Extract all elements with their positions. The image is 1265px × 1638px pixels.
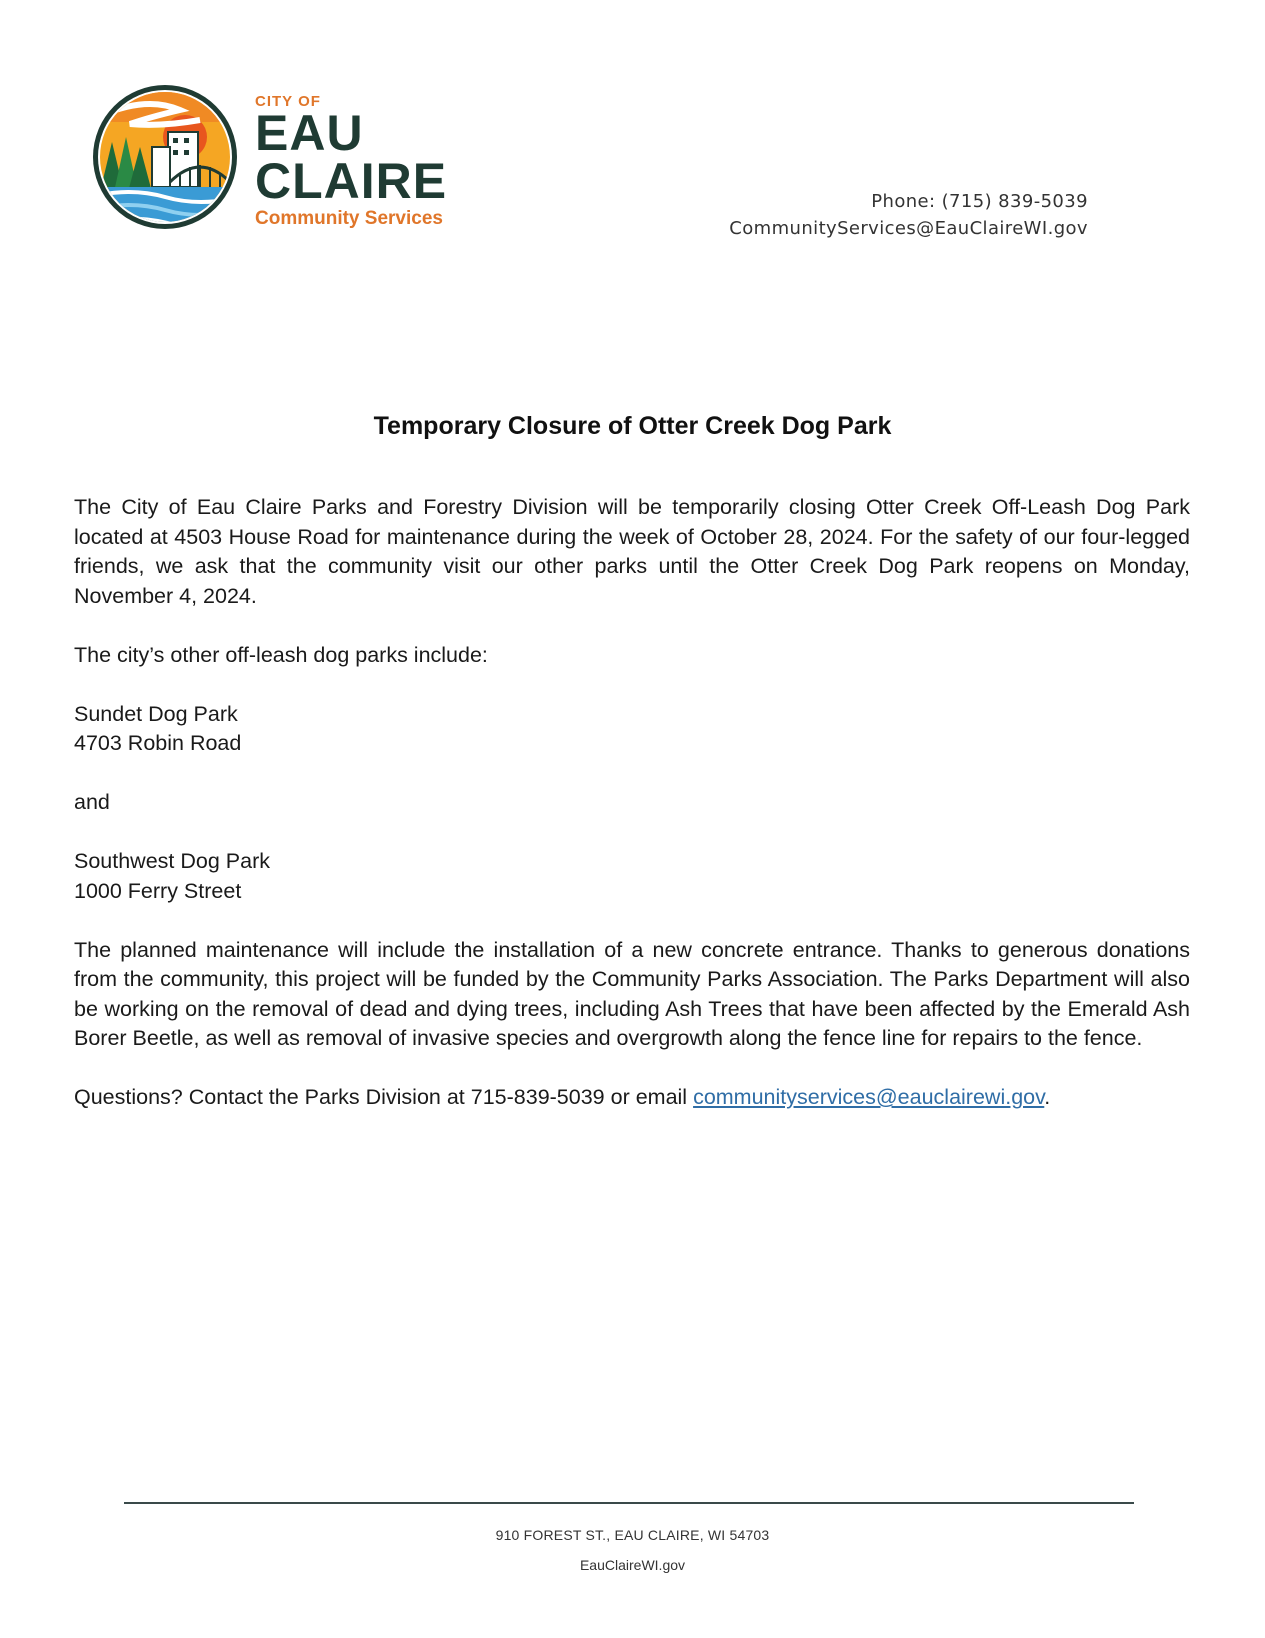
maintenance-paragraph: The planned maintenance will include the installation of a new concrete entrance. Thanks to generous donations from the community, this project will be funded by the Community Parks Association. The Parks Department will also be working on the removal of dead and dying trees, including Ash Trees that have been affected by the Emerald Ash Borer Beetle, as well as removal of invasive species and overgrowth along the fence line for repairs to the fence. bbox=[74, 937, 1190, 1050]
parks-intro-paragraph: The city’s other off-leash dog parks include: bbox=[74, 642, 488, 667]
park-name: Sundet Dog Park bbox=[74, 701, 238, 726]
park-sundet bbox=[74, 700, 1190, 759]
questions-suffix: . bbox=[1044, 1085, 1051, 1109]
city-logo bbox=[90, 82, 490, 242]
footer-address: 910 FOREST ST., EAU CLAIRE, WI 54703 bbox=[495, 1527, 770, 1543]
footer-website: EauClaireWI.gov bbox=[579, 1557, 686, 1573]
contact-info bbox=[729, 188, 1088, 242]
contact-phone: Phone: (715) 839-5039 bbox=[871, 191, 1088, 212]
park-name: Southwest Dog Park bbox=[74, 849, 270, 873]
logo-name-line1: EAU bbox=[255, 105, 364, 161]
city-emblem-icon bbox=[90, 82, 240, 232]
logo-name-line2: CLAIRE bbox=[255, 153, 448, 209]
document-body bbox=[74, 493, 1190, 1142]
questions-paragraph bbox=[74, 1083, 1190, 1113]
conjunction-text: and bbox=[74, 790, 110, 814]
page-title: Temporary Closure of Otter Creek Dog Park bbox=[373, 412, 892, 440]
logo-city-of: CITY OF bbox=[255, 93, 321, 110]
park-address: 4703 Robin Road bbox=[74, 731, 242, 755]
park-southwest bbox=[74, 847, 1190, 906]
contact-email: CommunityServices@EauClaireWI.gov bbox=[729, 218, 1088, 239]
park-address: 1000 Ferry Street bbox=[74, 878, 242, 903]
email-link[interactable]: communityservices@eauclairewi.gov bbox=[693, 1085, 1045, 1109]
logo-subtitle: Community Services bbox=[255, 208, 443, 229]
footer-divider bbox=[124, 1502, 1134, 1504]
questions-text: Questions? Contact the Parks Division at 715-839-5039 or email bbox=[74, 1085, 694, 1109]
intro-paragraph: The City of Eau Claire Parks and Forestry Division will be temporarily closing Otter Creek Off-Leash Dog Park located at 4503 House Road for maintenance during the week of October 28, 2024. For the safety of our four-legged friends, we ask that the community visit our other parks until the Otter Creek Dog Park reopens on Monday, November 4, 2024. bbox=[74, 495, 1190, 608]
